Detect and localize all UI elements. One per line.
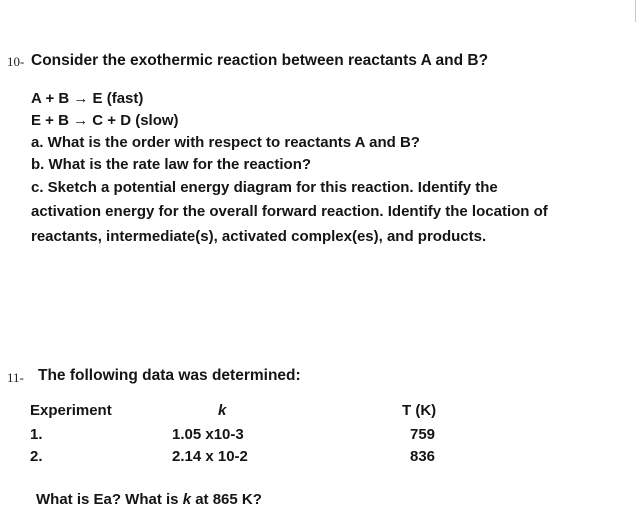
- reaction-step-2: E + B → C + D (slow): [31, 112, 179, 129]
- table-cell-temperature: 759: [410, 426, 436, 443]
- prompt-text-end: at 865 K?: [191, 491, 262, 508]
- question-title: The following data was determined:: [38, 367, 301, 384]
- part-c-line-1: c. Sketch a potential energy diagram for this reaction. Identify the: [31, 179, 498, 196]
- question-11-prompt: [36, 491, 262, 508]
- question-number: 11-: [7, 370, 24, 385]
- reaction-step-1: A + B → E (fast): [31, 90, 144, 107]
- table-cell-experiment: 2.: [30, 448, 43, 465]
- table-cell-k: 1.05 x10-3: [172, 426, 244, 443]
- page-edge-divider: [635, 0, 636, 22]
- table-cell-experiment: 1.: [30, 426, 43, 443]
- table-cell-k: 2.14 x 10-2: [172, 448, 248, 465]
- part-c-line-2: activation energy for the overall forward reaction. Identify the location of: [31, 203, 548, 220]
- part-b: b. What is the rate law for the reaction?: [31, 156, 312, 173]
- part-c-line-3: reactants, intermediate(s), activated complex(es), and products.: [31, 228, 487, 245]
- table-header-k: k: [218, 402, 227, 419]
- question-number: 10-: [7, 54, 25, 69]
- question-title: Consider the exothermic reaction between reactants A and B?: [31, 52, 489, 69]
- part-a: a. What is the order with respect to reactants A and B?: [31, 134, 420, 151]
- table-header-experiment: Experiment: [30, 402, 112, 419]
- prompt-k-symbol: k: [182, 491, 192, 508]
- prompt-text-start: What is Ea? What is: [36, 491, 183, 508]
- table-cell-temperature: 836: [410, 448, 436, 465]
- table-header-temperature: T (K): [402, 402, 437, 419]
